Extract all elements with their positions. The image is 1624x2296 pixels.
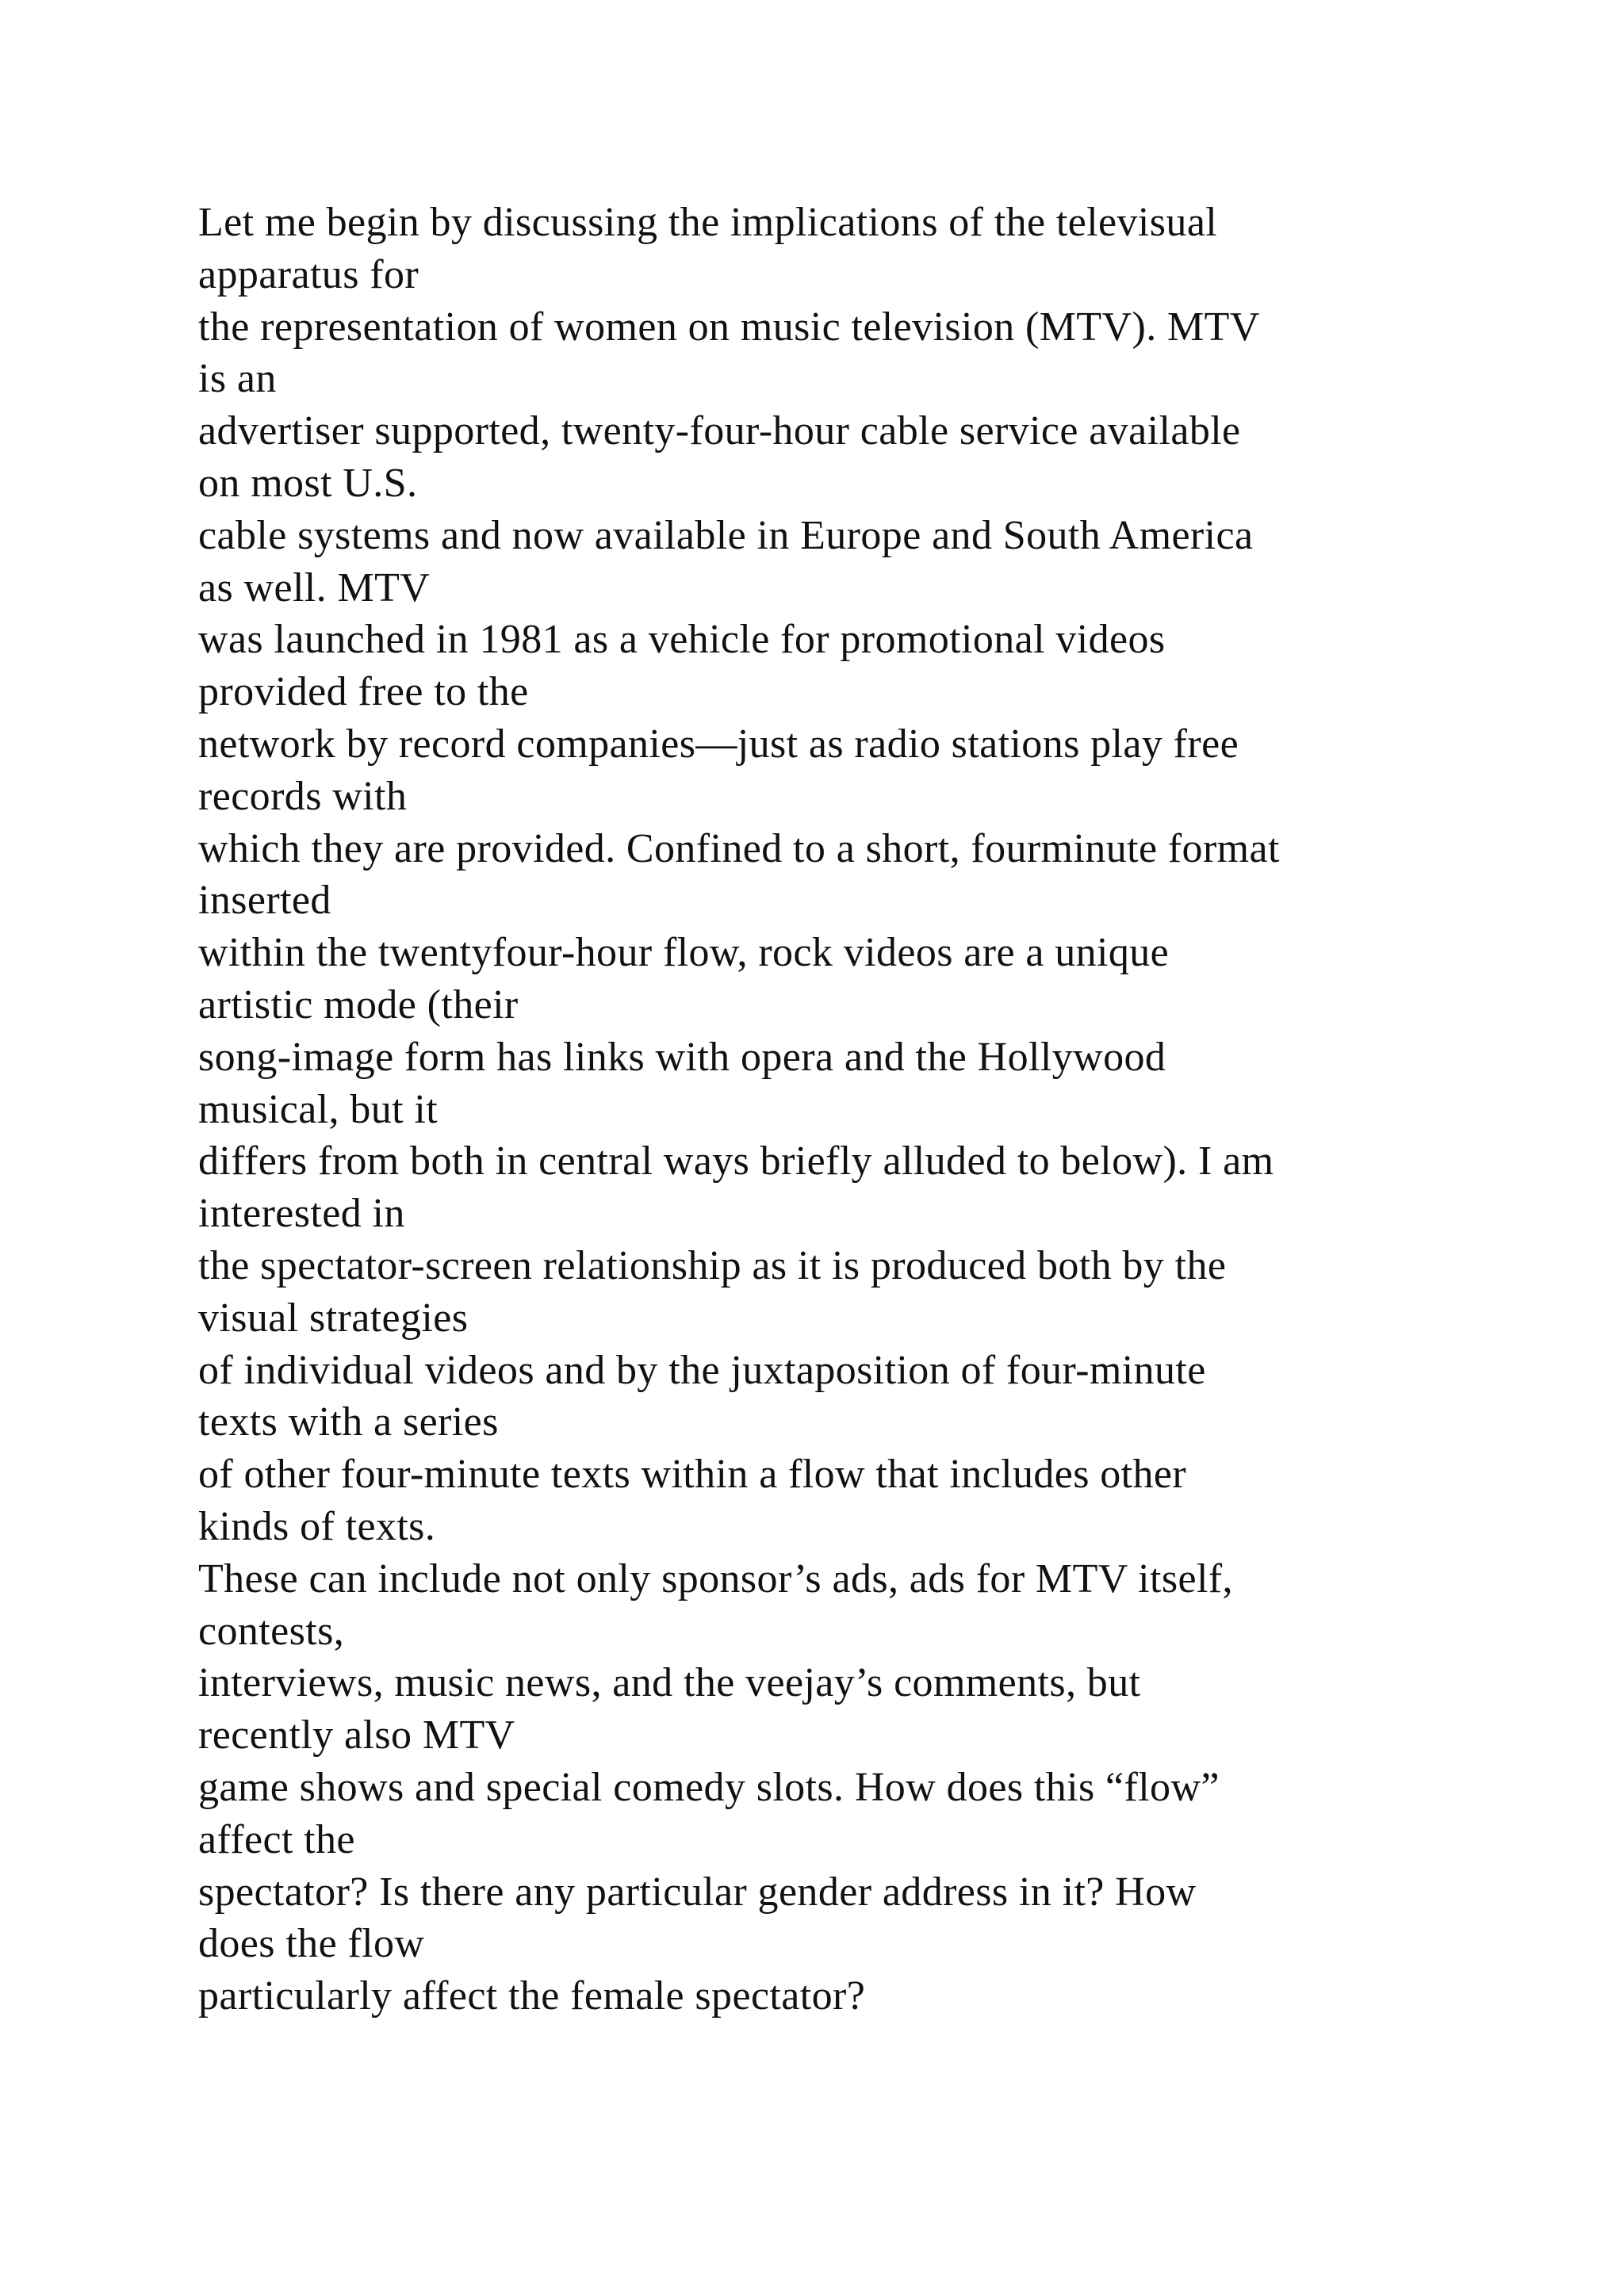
text-line: records with — [198, 773, 408, 819]
text-line: spectator? Is there any particular gender address in it? How — [198, 1869, 1197, 1915]
text-line: provided free to the — [198, 669, 529, 715]
text-line: apparatus for — [198, 251, 419, 297]
body-text — [198, 197, 1546, 2022]
text-line: within the twentyfour-hour flow, rock videos are a unique — [198, 930, 1170, 976]
text-line: visual strategies — [198, 1295, 469, 1341]
text-line: musical, but it — [198, 1086, 439, 1132]
text-line: inserted — [198, 878, 331, 924]
text-line: kinds of texts. — [198, 1503, 436, 1549]
text-line: contests, — [198, 1608, 345, 1654]
text-line: cable systems and now available in Europe and South America — [198, 512, 1254, 558]
text-line: song-image form has links with opera and the Hollywood — [198, 1034, 1166, 1080]
text-line: does the flow — [198, 1921, 425, 1967]
text-line: recently also MTV — [198, 1712, 515, 1758]
text-line: as well. MTV — [198, 564, 431, 610]
text-line: affect the — [198, 1816, 355, 1862]
text-line: advertiser supported, twenty-four-hour cable service available — [198, 408, 1241, 454]
text-line: is an — [198, 356, 277, 402]
text-line: the spectator-screen relationship as it is produced both by the — [198, 1242, 1227, 1288]
text-line: which they are provided. Confined to a short, fourminute format — [198, 825, 1280, 871]
text-line: particularly affect the female spectator? — [198, 1973, 866, 2019]
text-line: interviews, music news, and the veejay’s comments, but — [198, 1660, 1141, 1706]
text-line: artistic mode (their — [198, 982, 519, 1027]
text-line: network by record companies—just as radio stations play free — [198, 721, 1239, 767]
text-line: was launched in 1981 as a vehicle for promotional videos — [198, 617, 1166, 663]
text-line: the representation of women on music television (MTV). MTV — [198, 304, 1260, 350]
text-line: interested in — [198, 1191, 405, 1237]
text-line: on most U.S. — [198, 460, 418, 506]
text-line: of other four-minute texts within a flow that includes other — [198, 1452, 1187, 1498]
text-line: differs from both in central ways briefly alluded to below). I am — [198, 1138, 1274, 1184]
text-line: These can include not only sponsor’s ads, ads for MTV itself, — [198, 1556, 1233, 1601]
text-line: texts with a series — [198, 1399, 499, 1445]
text-line: game shows and special comedy slots. How does this “flow” — [198, 1764, 1220, 1810]
text-line: of individual videos and by the juxtaposition of four-minute — [198, 1347, 1206, 1393]
text-line: Let me begin by discussing the implications of the televisual — [198, 200, 1218, 245]
